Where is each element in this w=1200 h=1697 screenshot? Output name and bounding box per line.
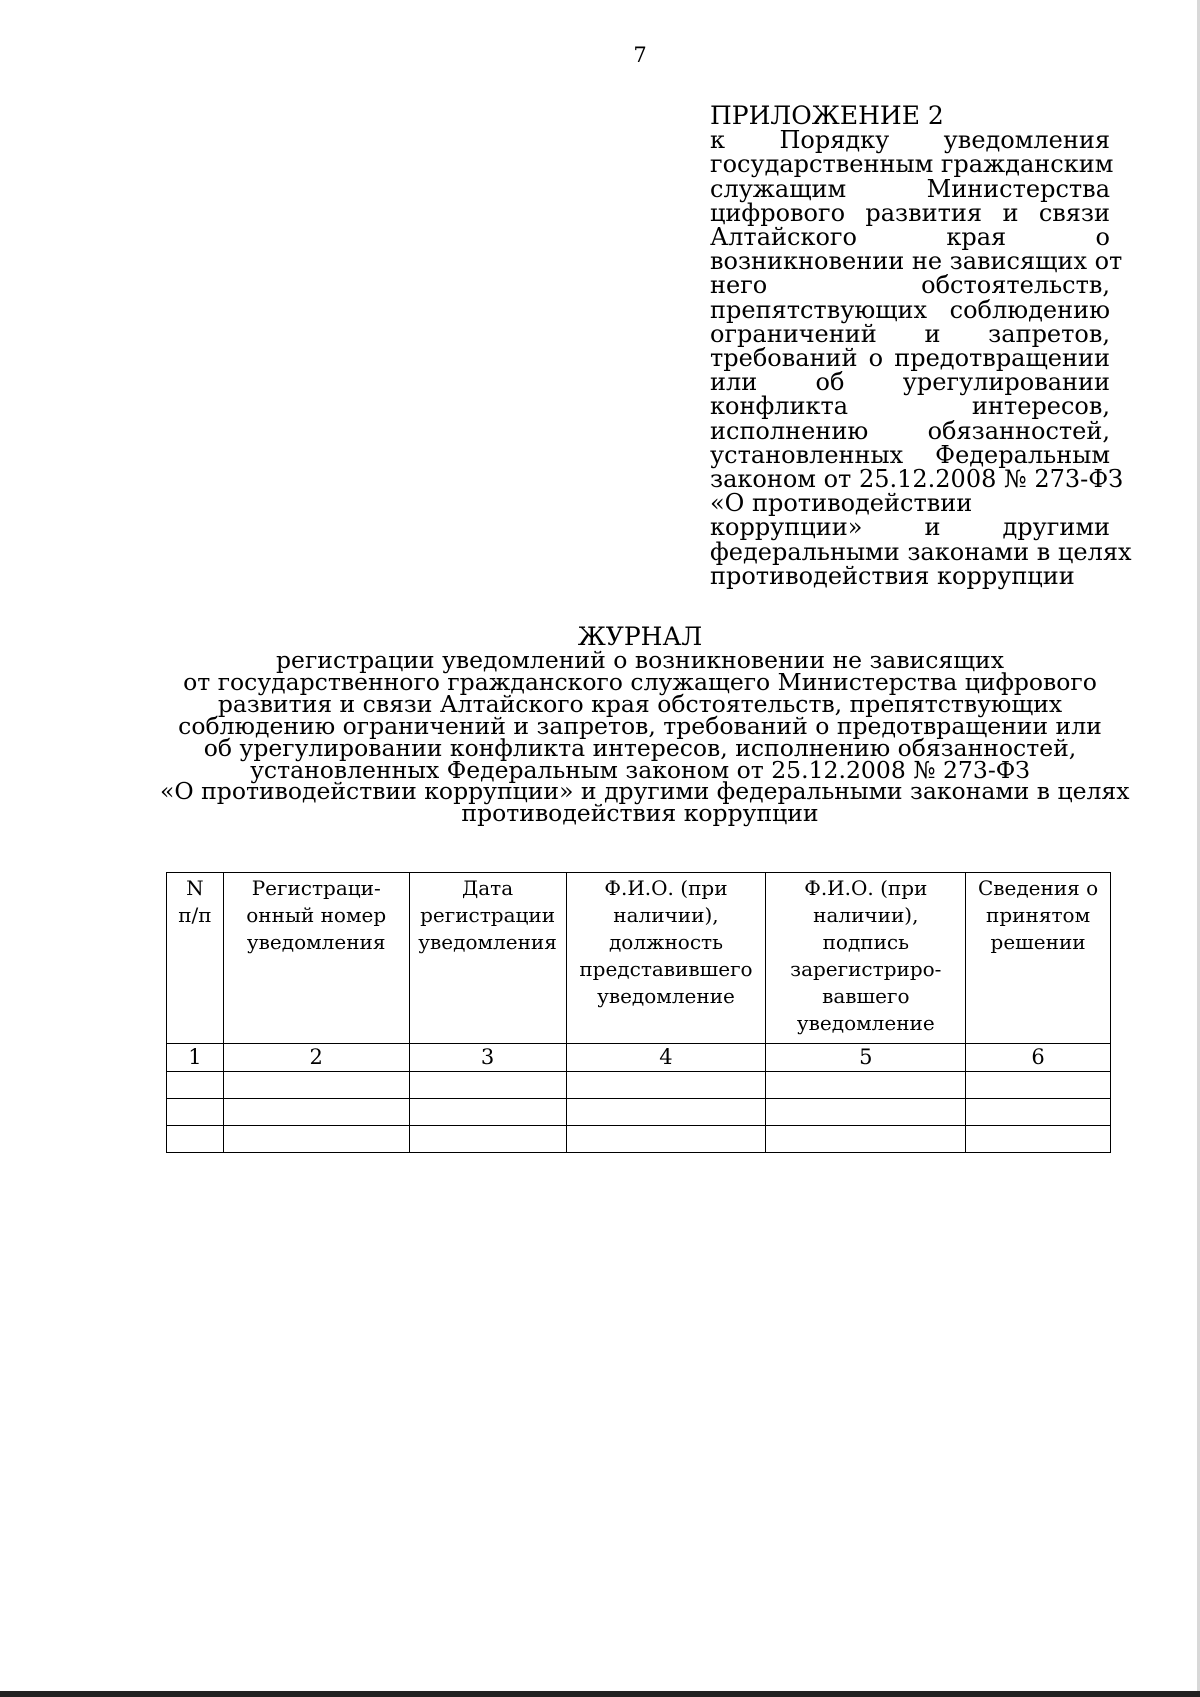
table-header-cell: [766, 873, 966, 1044]
table-column-number: 4: [566, 1044, 766, 1072]
table-header-text: N: [186, 876, 204, 900]
journal-subtitle-line: противодействия коррупции: [461, 799, 819, 828]
journal-subtitle-line: регистрации уведомлений о возникновении не зависящих: [276, 646, 1004, 674]
table-cell: [566, 1126, 766, 1153]
appendix-line: конфликта интересов,: [710, 392, 1110, 421]
table-header-text: п/п: [178, 903, 212, 927]
journal-subtitle-line: от государственного гражданского служащего Министерства цифрового: [183, 667, 1097, 696]
table-cell: [223, 1072, 409, 1099]
table-row: [167, 1126, 1111, 1153]
table-cell: [409, 1072, 566, 1099]
table-cell: [409, 1099, 566, 1126]
table-header-text: Регистраци-: [251, 876, 381, 900]
table-column-number: 6: [966, 1044, 1111, 1072]
journal-subtitle: [160, 646, 1130, 828]
journal-title: ЖУРНАЛ: [577, 622, 703, 651]
table-cell: [766, 1072, 966, 1099]
journal-subtitle-line: «О противодействии коррупции» и другими федеральными законами в целях: [160, 777, 1130, 806]
table-cell: [966, 1072, 1111, 1099]
appendix-line: служащим Министерства: [710, 174, 1110, 203]
table-cell: [223, 1126, 409, 1153]
table-cell: [167, 1072, 224, 1099]
appendix-title: ПРИЛОЖЕНИЕ 2: [710, 101, 944, 130]
table-cell: [566, 1072, 766, 1099]
table-cell: [766, 1099, 966, 1126]
table-header-cell: [409, 873, 566, 1044]
appendix-line: него обстоятельств,: [710, 271, 1110, 300]
table-column-number: 1: [167, 1044, 224, 1072]
appendix-line: возникновении не зависящих от: [710, 247, 1123, 276]
table-header-text: наличии),: [613, 903, 719, 927]
appendix-line: федеральными законами в целях: [710, 537, 1132, 566]
table-column-number: 5: [766, 1044, 966, 1072]
appendix-line: к Порядку уведомления: [710, 126, 1110, 155]
table-header-cell: [167, 873, 224, 1044]
journal-subtitle-line: соблюдению ограничений и запретов, требований о предотвращении или: [178, 711, 1102, 740]
table-row: [167, 1099, 1111, 1126]
appendix-line: или об урегулировании: [710, 368, 1110, 397]
table-header-text: представившего: [579, 957, 753, 981]
table-column-number: 3: [409, 1044, 566, 1072]
table-cell: [966, 1126, 1111, 1153]
table-header-cell: [223, 873, 409, 1044]
table-header-text: должность: [608, 930, 723, 954]
appendix-line: цифрового развития и связи: [710, 198, 1110, 227]
table-cell: [167, 1099, 224, 1126]
journal-subtitle-line: установленных Федеральным законом от 25.12.2008 № 273-ФЗ: [250, 755, 1030, 784]
appendix-block: [710, 101, 1132, 590]
table-header-text: наличии),: [813, 903, 919, 927]
table-header-text: уведомление: [597, 984, 735, 1008]
table-header-text: Ф.И.О. (при: [804, 876, 928, 900]
journal-table: [166, 872, 1111, 1153]
table-header-text: онный номер: [246, 903, 387, 927]
table-body: [167, 1044, 1111, 1153]
table-cell: [566, 1099, 766, 1126]
appendix-line: ограничений и запретов,: [710, 319, 1110, 348]
table-row: [167, 1072, 1111, 1099]
appendix-line: установленных Федеральным: [710, 440, 1110, 469]
table-cell: [223, 1099, 409, 1126]
table-header-row: [167, 873, 1111, 1044]
appendix-line: государственным гражданским: [710, 150, 1114, 179]
table-header-text: принятом: [986, 903, 1091, 927]
table-header-text: уведомление: [796, 1011, 935, 1035]
table-header-text: подпись: [822, 930, 910, 954]
table-column-number: 2: [223, 1044, 409, 1072]
journal-subtitle-line: об урегулировании конфликта интересов, исполнению обязанностей,: [203, 733, 1077, 762]
table-header-text: решении: [990, 930, 1086, 954]
page-number: 7: [633, 43, 647, 67]
appendix-line: законом от 25.12.2008 № 273-ФЗ: [710, 465, 1124, 494]
table-header-text: Сведения о: [977, 876, 1099, 900]
appendix-line: Алтайского края о: [710, 223, 1110, 252]
table-header-text: уведомления: [418, 930, 557, 954]
table-cell: [167, 1126, 224, 1153]
appendix-line: противодействия коррупции: [710, 561, 1075, 590]
appendix-line: «О противодействии: [710, 489, 973, 518]
appendix-line: исполнению обязанностей,: [710, 416, 1110, 445]
table-header-text: регистрации: [420, 903, 556, 927]
appendix-line: коррупции» и другими: [710, 513, 1110, 542]
table-header-text: зарегистриро-: [790, 957, 942, 981]
table-header-text: вавшего: [822, 984, 910, 1008]
table-header-cell: [566, 873, 766, 1044]
table-column-number-row: [167, 1044, 1111, 1072]
table-cell: [966, 1099, 1111, 1126]
table-cell: [409, 1126, 566, 1153]
page-edge-bottom: [0, 1691, 1200, 1697]
table-header-cell: [966, 873, 1111, 1044]
appendix-text: [710, 126, 1132, 590]
table-header-text: уведомления: [246, 930, 386, 954]
appendix-line: требований о предотвращении: [710, 344, 1110, 373]
table-header-text: Дата: [461, 876, 514, 900]
table-cell: [766, 1126, 966, 1153]
table-header-text: Ф.И.О. (при: [604, 876, 728, 900]
journal-subtitle-line: развития и связи Алтайского края обстоятельств, препятствующих: [217, 689, 1063, 718]
appendix-line: препятствующих соблюдению: [710, 295, 1110, 324]
